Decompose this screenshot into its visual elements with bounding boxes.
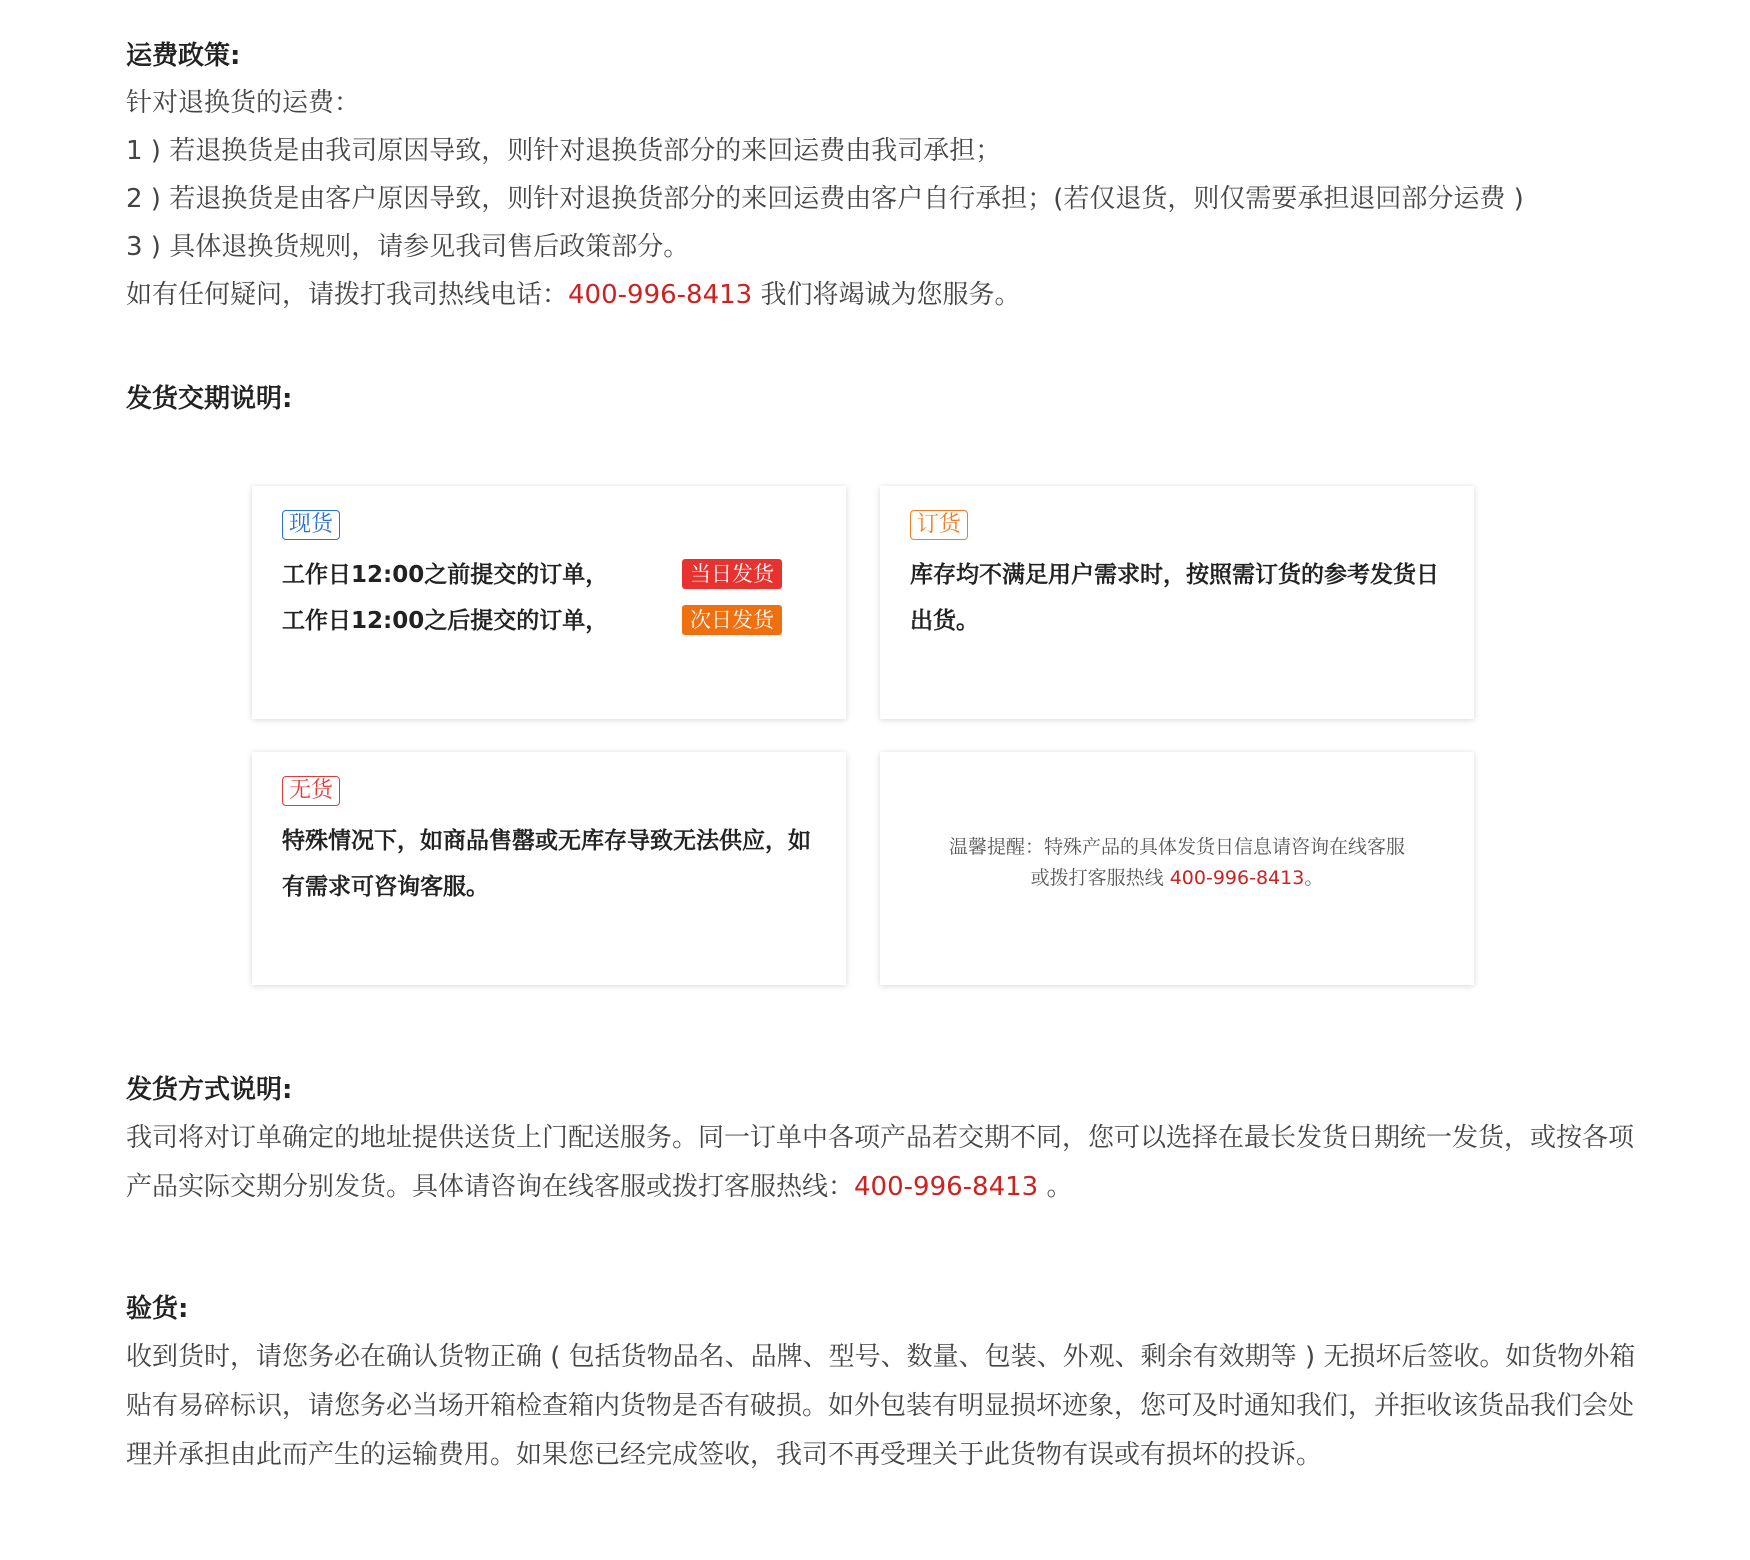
- next-day-badge: 次日发货: [682, 605, 782, 635]
- shipping-method-suffix: 。: [1038, 1172, 1073, 1202]
- shipping-policy-title: 运费政策:: [126, 41, 241, 71]
- inspection-section: [126, 1289, 1656, 1480]
- next-day-text: 工作日12:00之后提交的订单，: [282, 608, 609, 634]
- shipping-policy-item: 3 ) 具体退换货规则，请参见我司售后政策部分。: [126, 232, 690, 262]
- inspection-text: 收到货时，请您务必在确认货物正确 ( 包括货物品名、品牌、型号、数量、包装、外观、剩余有效期等 ) 无损坏后签收。如货物外箱贴有易碎标识，请您务必当场开箱检查箱内货物是否有破损。如外包装有明显损坏迹象，您可及时通知我们，并拒收该货品我们会处理并承担由此而产生的运输费用。如果您已经完成签收，我司不再受理关于此货物有误或有损坏的投诉。: [126, 1342, 1636, 1470]
- shipping-method-text: [126, 1114, 1656, 1212]
- shipping-method-body: 我司将对订单确定的地址提供送货上门配送服务。同一订单中各项产品若交期不同，您可以选择在最长发货日期统一发货，或按各项产品实际交期分别发货。具体请咨询在线客服或拨打客服热线：: [126, 1123, 1635, 1202]
- reminder-tip: [880, 832, 1474, 894]
- order-tag: 订货: [910, 510, 968, 540]
- in-stock-card: [252, 486, 846, 719]
- in-stock-tag: 现货: [282, 510, 340, 540]
- reminder-line-2: [880, 863, 1474, 894]
- same-day-badge: 当日发货: [682, 559, 782, 589]
- hotline-phone[interactable]: 400-996-8413: [1169, 867, 1305, 889]
- hotline-phone[interactable]: 400-996-8413: [854, 1172, 1039, 1202]
- same-day-text: 工作日12:00之前提交的订单，: [282, 562, 609, 588]
- delivery-title: 发货交期说明:: [126, 384, 293, 414]
- delivery-cards: [252, 486, 1480, 989]
- out-of-stock-card: [252, 752, 846, 985]
- hotline-phone[interactable]: 400-996-8413: [568, 280, 753, 310]
- reminder-line-1: 温馨提醒：特殊产品的具体发货日信息请咨询在线客服: [948, 836, 1405, 858]
- shipping-policy-intro: 针对退换货的运费：: [126, 88, 361, 118]
- reminder-card: [880, 752, 1474, 985]
- order-text: 库存均不满足用户需求时，按照需订货的参考发货日出货。: [910, 562, 1439, 634]
- contact-suffix: 我们将竭诚为您服务。: [752, 280, 1021, 310]
- shipping-policy-item: 2 ) 若退换货是由客户原因导致，则针对退换货部分的来回运费由客户自行承担；(若仅退货，则仅需要承担退回部分运费 ): [126, 184, 1524, 214]
- reminder-prefix: 或拨打客服热线: [1030, 867, 1170, 889]
- order-card: [880, 486, 1474, 719]
- reminder-suffix: 。: [1304, 867, 1324, 889]
- shipping-method-section: [126, 1070, 1656, 1212]
- shipping-policy-section: [126, 36, 1524, 319]
- next-day-row: [282, 598, 816, 644]
- out-of-stock-text: 特殊情况下，如商品售罄或无库存导致无法供应，如有需求可咨询客服。: [282, 828, 811, 900]
- contact-prefix: 如有任何疑问，请拨打我司热线电话：: [126, 280, 569, 310]
- same-day-row: [282, 552, 816, 598]
- shipping-method-title: 发货方式说明:: [126, 1075, 293, 1105]
- shipping-policy-item: 1 ) 若退换货是由我司原因导致，则针对退换货部分的来回运费由我司承担；: [126, 136, 1002, 166]
- out-of-stock-tag: 无货: [282, 776, 340, 806]
- inspection-title: 验货:: [126, 1294, 189, 1324]
- shipping-policy-contact: [126, 271, 1524, 319]
